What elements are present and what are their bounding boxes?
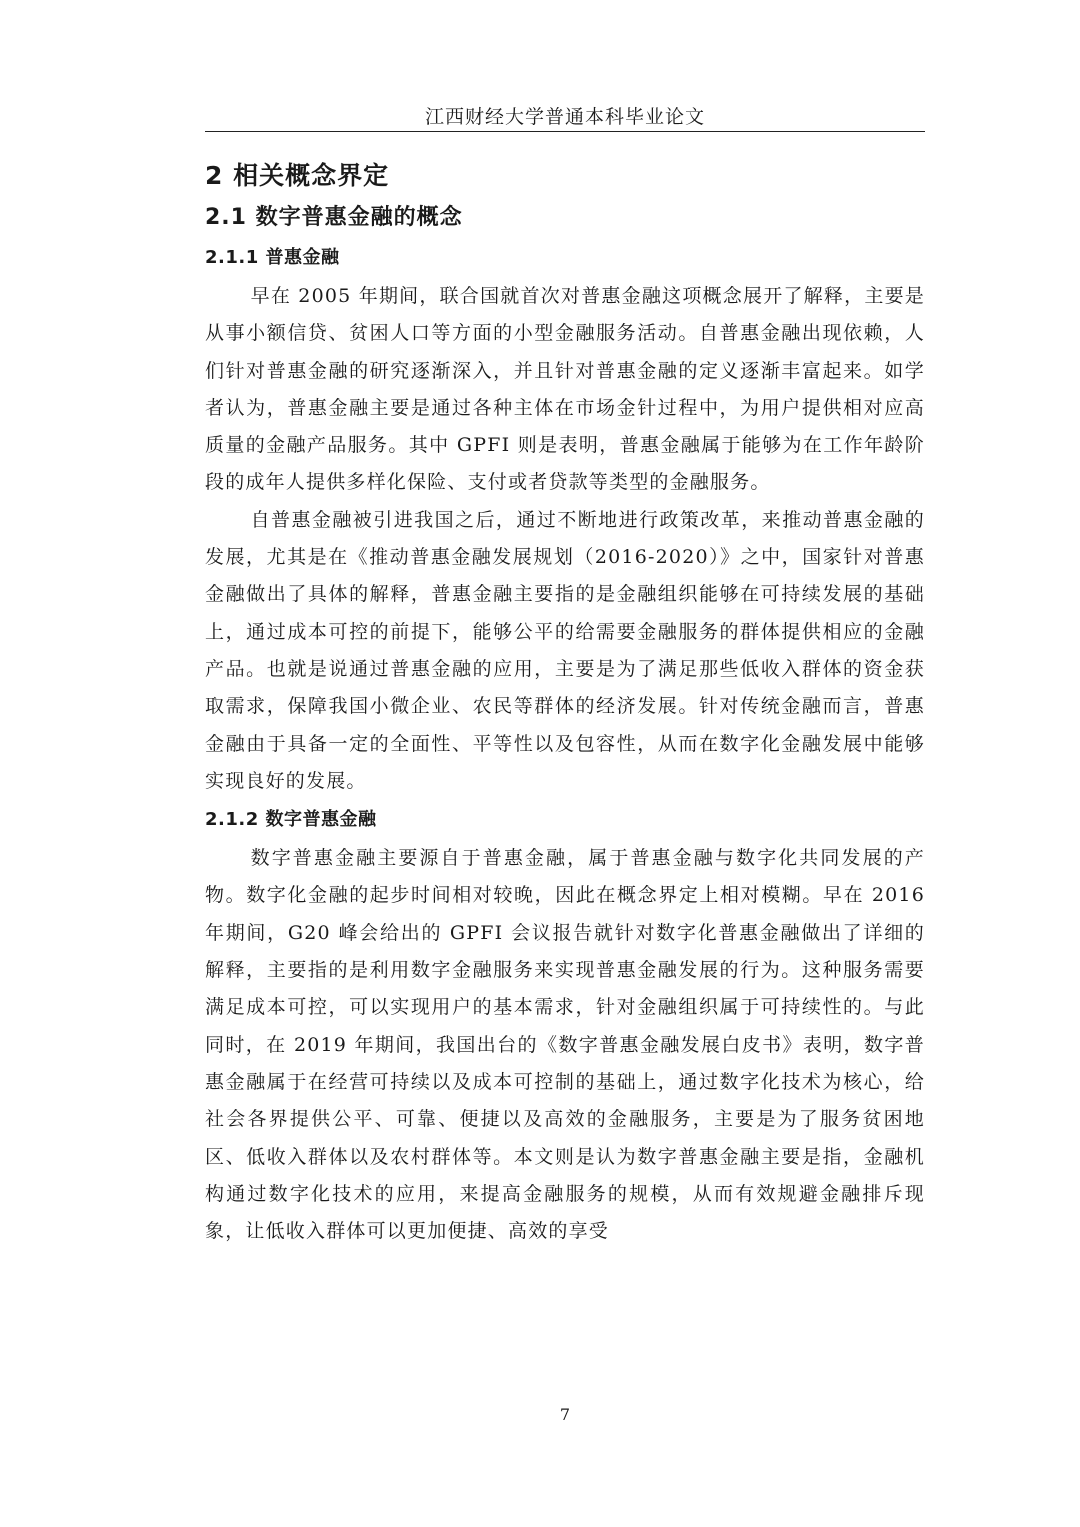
running-header: 江西财经大学普通本科毕业论文 (424, 106, 705, 128)
page-number: 7 (559, 1405, 571, 1424)
subsection-title-inclusive-finance: 2.1.1 普惠金融 (205, 247, 340, 268)
page-body (205, 154, 925, 1250)
subsection-title-digital-inclusive-finance: 2.1.2 数字普惠金融 (205, 809, 377, 831)
paragraph: 早在 2005 年期间，联合国就首次对普惠金融这项概念展开了解释，主要是从事小额信贷、贫困人口等方面的小型金融服务活动。自普惠金融出现依赖，人们针对普惠金融的研究逐渐深入，并且针对普惠金融的定义逐渐丰富起来。如学者认为，普惠金融主要是通过各种主体在市场金针过程中，为用户提供相对应高质量的金融产品服务。其中 GPFI 则是表明，普惠金融属于能够为在工作年龄阶段的成年人提供多样化保险、支付或者贷款等类型的金融服务。 (205, 285, 925, 494)
header-divider (205, 131, 925, 132)
paragraph: 自普惠金融被引进我国之后，通过不断地进行政策改革，来推动普惠金融的发展，尤其是在《推动普惠金融发展规划（2016-2020）》之中，国家针对普惠金融做出了具体的解释，普惠金融主要指的是金融组织能够在可持续发展的基础上，通过成本可控的前提下，能够公平的给需要金融服务的群体提供相应的金融产品。也就是说通过普惠金融的应用，主要是为了满足那些低收入群体的资金获取需求，保障我国小微企业、农民等群体的经济发展。针对传统金融而言，普惠金融由于具备一定的全面性、平等性以及包容性，从而在数字化金融发展中能够实现良好的发展。 (205, 508, 925, 792)
chapter-title: 2 相关概念界定 (205, 161, 390, 190)
section-title: 2.1 数字普惠金融的概念 (205, 205, 463, 230)
paragraph: 数字普惠金融主要源自于普惠金融，属于普惠金融与数字化共同发展的产物。数字化金融的起步时间相对较晚，因此在概念界定上相对模糊。早在 2016 年期间，G20 峰会给出的 GPFI 会议报告就针对数字化普惠金融做出了详细的解释，主要指的是利用数字金融服务来实现普惠金融发展的行为。这种服务需要满足成本可控，可以实现用户的基本需求，针对金融组织属于可持续性的。与此同时，在 2019 年期间，我国出台的《数字普惠金融发展白皮书》表明，数字普惠金融属于在经营可持续以及成本可控制的基础上，通过数字化技术为核心，给社会各界提供公平、可靠、便捷以及高效的金融服务，主要是为了服务贫困地区、低收入群体以及农村群体等。本文则是认为数字普惠金融主要是指，金融机构通过数字化技术的应用，来提高金融服务的规模，从而有效规避金融排斥现象，让低收入群体可以更加便捷、高效的享受 (205, 847, 925, 1243)
